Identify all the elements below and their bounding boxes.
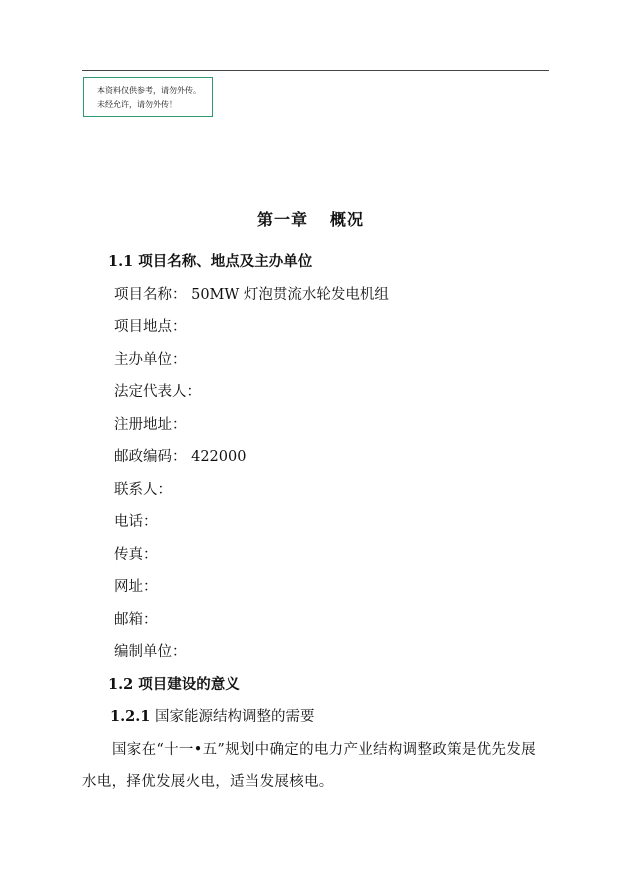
section-1-2-1-title: 国家能源结构调整的需要 (154, 709, 315, 725)
field-compiling-unit: 编制单位： (114, 644, 187, 660)
header-rule (82, 70, 549, 71)
field-contact-person: 联系人： (114, 482, 172, 498)
field-legal-representative: 法定代表人： (114, 384, 201, 400)
field-email: 邮箱： (114, 612, 158, 628)
section-1-2-1-paragraph: 国家在“十一•五”规划中确定的电力产业结构调整政策是优先发展水电，择优发展火电，适当发展核电。 (82, 742, 536, 790)
chapter-name: 概况 (330, 210, 365, 229)
notice-line-1: 本资料仅供参考，请勿外传。 (97, 86, 201, 95)
field-postal-code: 邮政编码： 422000 (114, 449, 247, 465)
notice-stamp-box (83, 77, 213, 117)
section-1-2-heading: 1.2 项目建设的意义 (108, 676, 240, 693)
chapter-number: 第一章 (256, 210, 308, 229)
field-host-unit: 主办单位： (114, 352, 187, 368)
field-registered-address: 注册地址： (114, 417, 187, 433)
section-1-2-1-number: 1.2.1 (110, 708, 151, 725)
field-project-location: 项目地点： (114, 319, 187, 335)
field-website: 网址： (114, 579, 158, 595)
field-project-name: 项目名称： 50MW 灯泡贯流水轮发电机组 (114, 287, 389, 303)
notice-line-2: 未经允许，请勿外传！ (97, 100, 177, 109)
section-1-1-heading: 1.1 项目名称、地点及主办单位 (108, 253, 313, 270)
section-1-2-1-heading (110, 707, 314, 727)
field-fax: 传真： (114, 547, 158, 563)
field-phone: 电话： (114, 514, 158, 530)
chapter-title (0, 208, 621, 232)
